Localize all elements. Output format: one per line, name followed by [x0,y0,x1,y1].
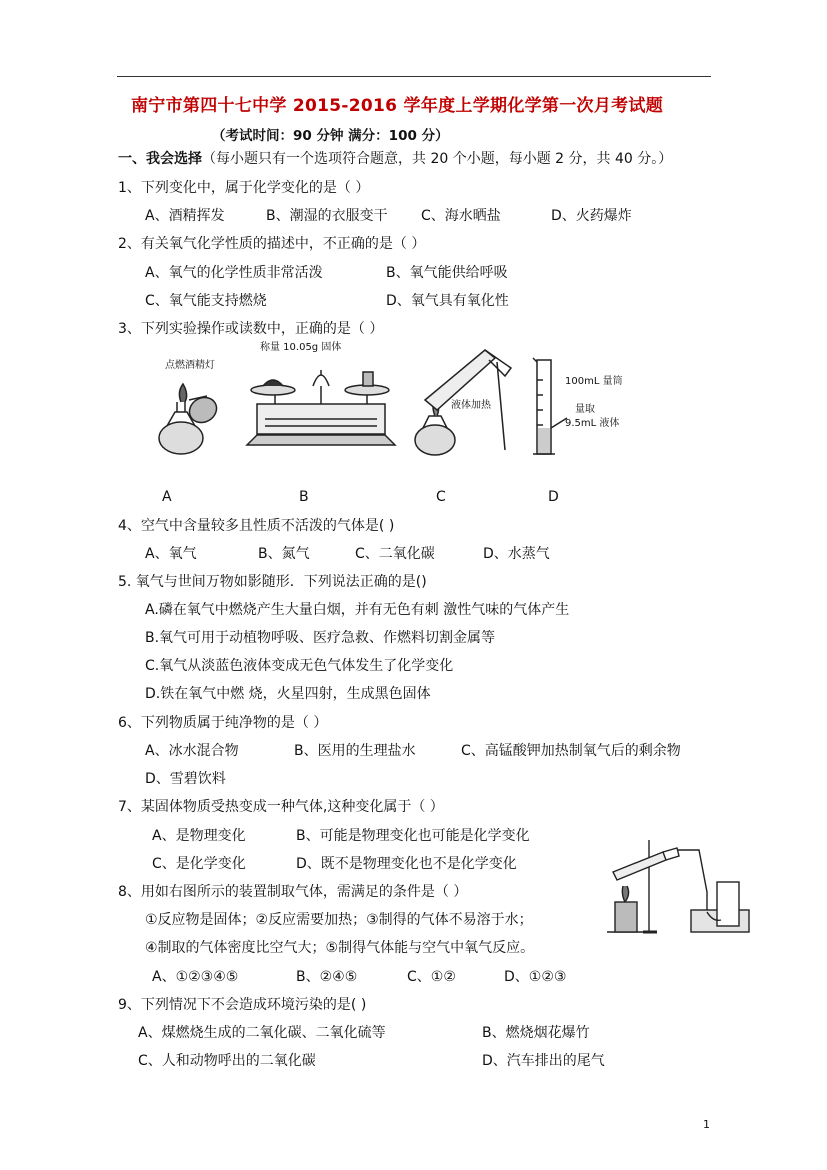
q2-option-b: B、氧气能供给呼吸 [386,265,508,281]
section-heading [118,148,672,168]
header-rule [117,76,711,77]
q3-option-a: A [162,489,172,505]
alcohol-lamp-lighting-image [159,384,221,454]
q3-label-d1: 100mL 量筒 [565,376,623,387]
q5-option-d: D.铁在氧气中燃 烧，火星四射，生成黑色固体 [145,686,431,702]
q6-option-a: A、冰水混合物 [145,743,239,759]
q2-stem: 2、有关氧气化学性质的描述中，不正确的是（ ） [118,236,426,252]
q8-option-b: B、②④⑤ [296,969,358,985]
q5-option-c: C.氧气从淡蓝色液体变成无色气体发生了化学变化 [145,658,454,674]
q4-option-a: A、氧气 [145,546,197,562]
q3-option-c: C [436,489,446,505]
q8-option-c: C、①② [407,969,456,985]
q9-option-a: A、煤燃烧生成的二氧化碳、二氧化硫等 [138,1025,386,1041]
q7-stem: 7、某固体物质受热变成一种气体,这种变化属于（ ） [118,799,444,815]
q8-option-a: A、①②③④⑤ [152,969,239,985]
graduated-cylinder-image [533,358,567,454]
q7-option-a: A、是物理变化 [152,828,246,844]
q5-stem: 5. 氧气与世间万物如影随形．下列说法正确的是() [118,574,427,590]
q3-label-b: 称量 10.05g 固体 [260,342,342,353]
q7-option-d: D、既不是物理变化也不是化学变化 [296,856,517,872]
q8-condition-line1: ①反应物是固体；②反应需要加热；③制得的气体不易溶于水； [145,912,533,928]
q3-option-b: B [299,489,309,505]
balance-image [247,370,395,445]
q2-option-a: A、氧气的化学性质非常活泼 [145,265,323,281]
q3-label-c: 液体加热 [451,400,491,411]
q6-option-c: C、高锰酸钾加热制氧气后的剩余物 [461,743,681,759]
q3-apparatus-figure [145,340,625,465]
q4-stem: 4、空气中含量较多且性质不活泼的气体是( ) [118,518,395,534]
q6-option-b: B、医用的生理盐水 [294,743,416,759]
q8-condition-line2: ④制取的气体密度比空气大；⑤制得气体能与空气中氧气反应。 [145,940,535,956]
q6-option-d: D、雪碧饮料 [145,771,226,787]
q7-option-b: B、可能是物理变化也可能是化学变化 [296,828,530,844]
q3-label-d2: 量取 [575,404,595,415]
q1-option-b: B、潮湿的衣服变干 [266,208,388,224]
q2-option-d: D、氧气具有氧化性 [386,293,509,309]
q1-stem: 1、下列变化中，属于化学变化的是（ ） [118,180,370,196]
q6-stem: 6、下列物质属于纯净物的是（ ） [118,715,328,731]
section-instruction: （每小题只有一个选项符合题意，共 20 个小题，每小题 2 分，共 40 分。） [202,151,673,167]
q1-option-d: D、火药爆炸 [551,208,632,224]
exam-subtitle: （考试时间：90 分钟 满分：100 分） [212,128,449,144]
q5-option-b: B.氧气可用于动植物呼吸、医疗急救、作燃料切割金属等 [145,630,496,646]
q8-option-d: D、①②③ [504,969,567,985]
q7-option-c: C、是化学变化 [152,856,246,872]
q4-option-c: C、二氧化碳 [355,546,435,562]
section-title: 一、我会选择 [118,151,202,167]
exam-title: 南宁市第四十七中学 2015-2016 学年度上学期化学第一次月考试题 [131,96,664,116]
q9-option-b: B、燃烧烟花爆竹 [482,1025,590,1041]
q4-option-b: B、氮气 [258,546,310,562]
q1-option-a: A、酒精挥发 [145,208,225,224]
q9-option-c: C、人和动物呼出的二氧化碳 [138,1053,316,1069]
q3-option-d: D [548,489,559,505]
q5-option-a: A.磷在氧气中燃烧产生大量白烟，并有无色有刺 激性气味的气体产生 [145,602,570,618]
q1-option-c: C、海水晒盐 [421,208,501,224]
q3-label-a: 点燃酒精灯 [165,360,215,371]
gas-preparation-apparatus-figure [603,832,753,936]
q3-stem: 3、下列实验操作或读数中，正确的是（ ） [118,321,384,337]
q2-option-c: C、氧气能支持燃烧 [145,293,267,309]
q9-stem: 9、下列情况下不会造成环境污染的是( ) [118,997,367,1013]
q9-option-d: D、汽车排出的尾气 [482,1053,605,1069]
q4-option-d: D、水蒸气 [483,546,550,562]
page-number: 1 [703,1118,710,1131]
q3-label-d3: 9.5mL 液体 [565,418,620,429]
q8-stem: 8、用如右图所示的装置制取气体，需满足的条件是（ ） [118,884,468,900]
